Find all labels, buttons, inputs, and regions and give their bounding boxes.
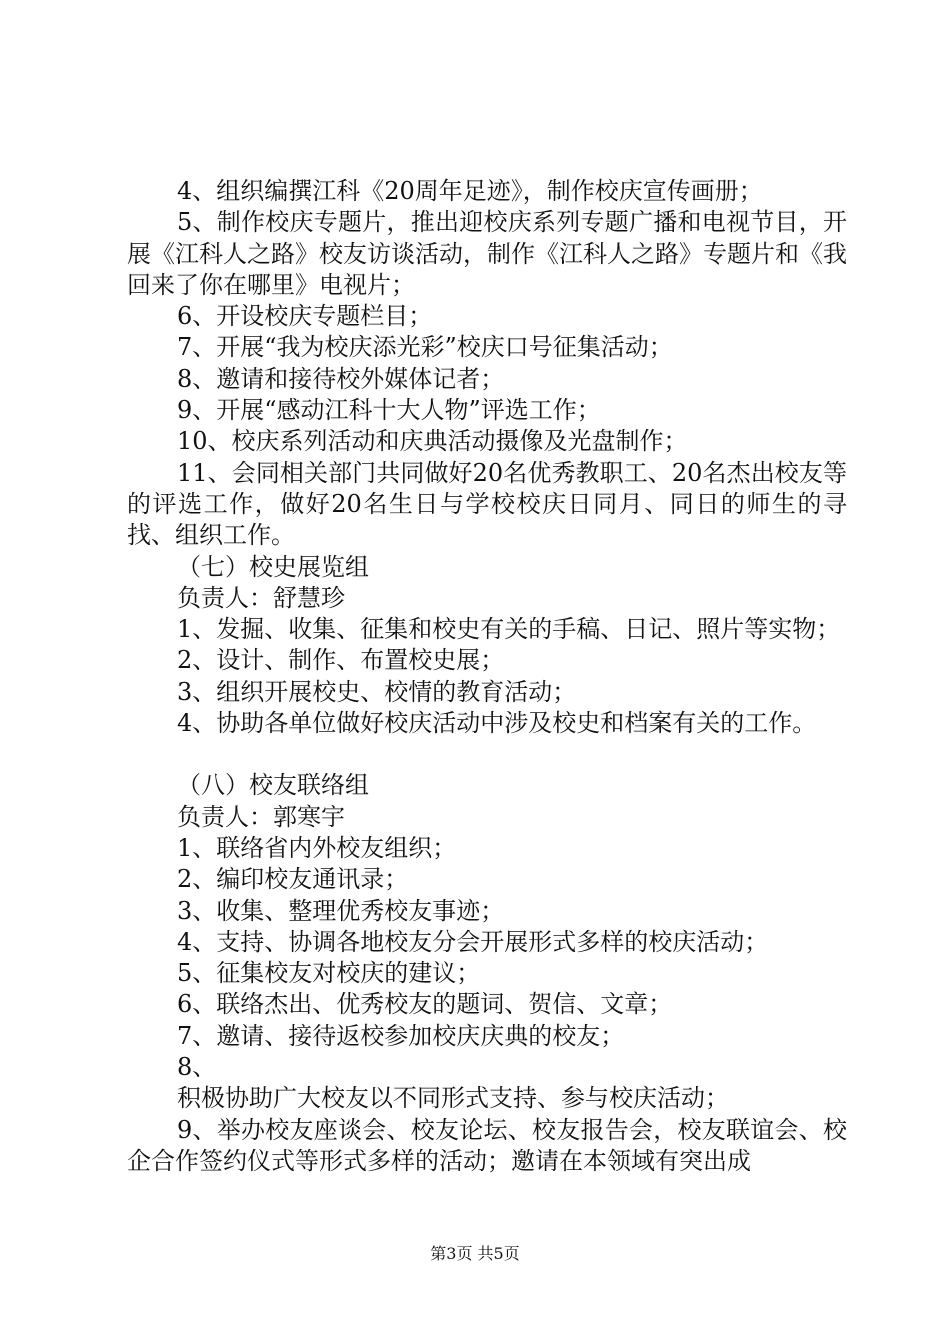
paragraph-history-3: 3、组织开展校史、校情的教育活动； xyxy=(177,677,577,706)
paragraph-item-7-slogan: 7、开展“我为校庆添光彩”校庆口号征集活动； xyxy=(177,333,673,362)
section-lead-alumni-liaison: 负责人：郭寒宇 xyxy=(177,802,345,831)
paragraph-item-10-recording: 10、校庆系列活动和庆典活动摄像及光盘制作； xyxy=(177,427,688,456)
blank-line xyxy=(127,739,847,770)
page-number-footer: 第3页 共5页 xyxy=(430,1244,520,1263)
paragraph-alumni-1: 1、联络省内外校友组织； xyxy=(177,833,457,862)
paragraph-alumni-4: 4、支持、协调各地校友分会开展形式多样的校庆活动； xyxy=(177,927,769,956)
paragraph-history-4: 4、协助各单位做好校庆活动中涉及校史和档案有关的工作。 xyxy=(177,709,817,738)
paragraph-alumni-6: 6、联络杰出、优秀校友的题词、贺信、文章； xyxy=(177,990,673,1019)
paragraph-history-2: 2、设计、制作、布置校史展； xyxy=(177,646,505,675)
paragraph-item-4-yearbook: 4、组织编撰江科《20周年足迹》，制作校庆宣传画册； xyxy=(177,177,763,205)
paragraph-alumni-5: 5、征集校友对校庆的建议； xyxy=(177,959,481,988)
paragraph-alumni-2: 2、编印校友通讯录； xyxy=(177,865,409,894)
document-body xyxy=(127,176,847,1177)
section-lead-history-exhibition: 负责人：舒慧珍 xyxy=(177,583,345,612)
paragraph-item-8-media: 8、邀请和接待校外媒体记者； xyxy=(177,364,505,393)
section-heading-history-exhibition: （七）校史展览组 xyxy=(177,552,369,581)
paragraph-item-9-selection: 9、开展“感动江科十大人物”评选工作； xyxy=(177,396,601,425)
paragraph-item-11-awards: 11、会同相关部门共同做好20名优秀教职工、20名杰出校友等的评选工作，做好20名生日与学校校庆日同月、同日的师生的寻找、组织工作。 xyxy=(127,458,847,550)
paragraph-alumni-3: 3、收集、整理优秀校友事迹； xyxy=(177,896,505,925)
paragraph-alumni-7: 7、邀请、接待返校参加校庆庆典的校友； xyxy=(177,1021,625,1050)
paragraph-item-5-video: 5、制作校庆专题片，推出迎校庆系列专题广播和电视节目，开展《江科人之路》校友访谈活动，制作《江科人之路》专题片和《我回来了你在哪里》电视片； xyxy=(127,208,847,299)
paragraph-alumni-9: 9、举办校友座谈会、校友论坛、校友报告会，校友联谊会、校企合作签约仪式等形式多样的活动；邀请在本领域有突出成 xyxy=(127,1115,847,1175)
section-heading-alumni-liaison: （八）校友联络组 xyxy=(177,771,369,800)
paragraph-item-6-column: 6、开设校庆专题栏目； xyxy=(177,302,433,331)
paragraph-alumni-8-number: 8、 xyxy=(177,1053,217,1082)
paragraph-history-1: 1、发掘、收集、征集和校史有关的手稿、日记、照片等实物； xyxy=(177,615,841,644)
paragraph-alumni-8-text: 积极协助广大校友以不同形式支持、参与校庆活动； xyxy=(177,1084,729,1113)
